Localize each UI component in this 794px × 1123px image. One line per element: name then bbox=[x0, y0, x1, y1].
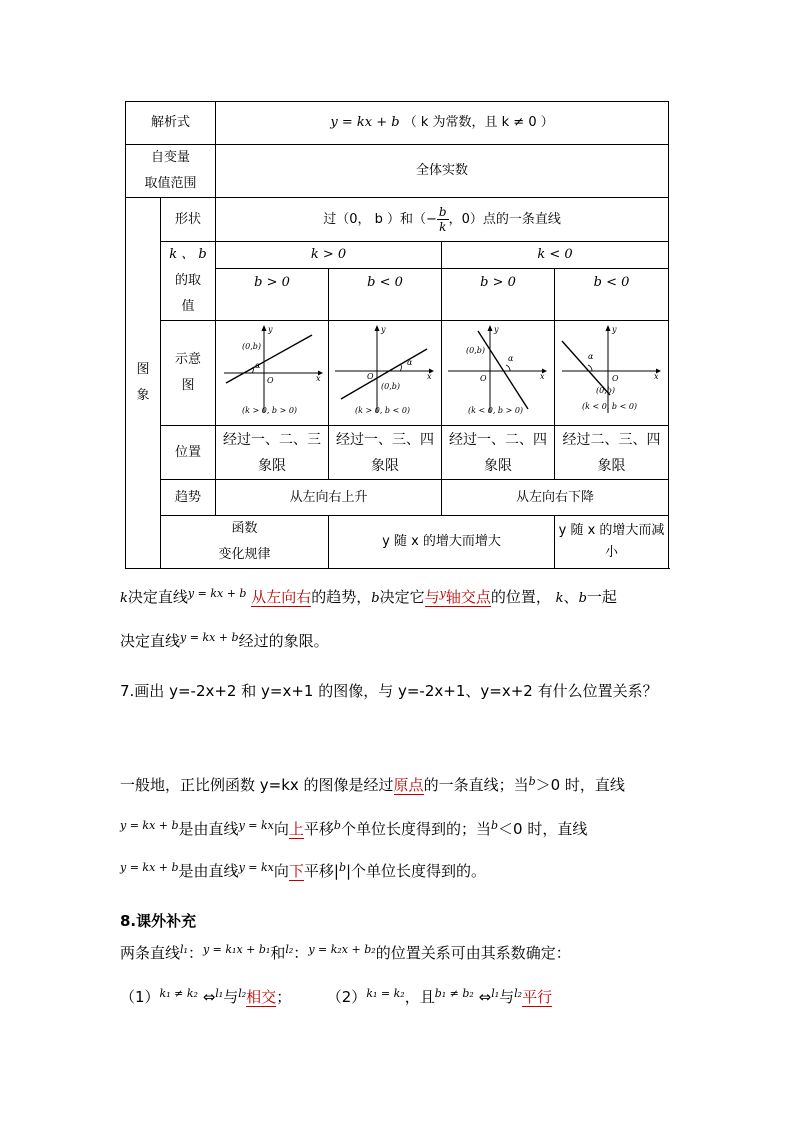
expr-label: 解析式 bbox=[126, 102, 216, 145]
position-3-line2: 象限 bbox=[484, 457, 513, 474]
change-label bbox=[161, 516, 329, 569]
change-decreasing: y 随 x 的增大而减小 bbox=[555, 516, 669, 569]
s8-text: ： bbox=[293, 944, 309, 962]
para2-text: ＜0 时，直线 bbox=[498, 820, 588, 838]
var-b: b bbox=[371, 591, 380, 606]
case-number: （1） bbox=[120, 988, 160, 1006]
domain-value: 全体实数 bbox=[216, 145, 669, 198]
trend-increasing: 从左向右上升 bbox=[216, 480, 442, 516]
section-8-line2 bbox=[120, 986, 552, 1007]
graph-cell-4 bbox=[555, 321, 669, 426]
var-k: k bbox=[555, 591, 564, 606]
var-b: b bbox=[528, 775, 536, 788]
origin-label: O bbox=[267, 376, 274, 385]
y-arrow bbox=[488, 325, 493, 331]
position-3 bbox=[442, 426, 555, 480]
blank-part-y: y bbox=[439, 587, 446, 600]
graph-label bbox=[126, 198, 161, 569]
point-label: (0,b) bbox=[242, 342, 262, 351]
blank-part: 轴交点 bbox=[445, 588, 491, 606]
graph-caption: (k < 0, b < 0) bbox=[581, 402, 637, 411]
s8-text: 和 bbox=[270, 944, 286, 962]
formula: y = kx bbox=[238, 861, 274, 874]
blank-answer: 从左向右 bbox=[251, 588, 312, 606]
position-1-line1: 经过一、二、三 bbox=[223, 431, 322, 448]
para2-line3 bbox=[120, 860, 486, 881]
angle-label: α bbox=[508, 354, 514, 363]
position-2-line2: 象限 bbox=[371, 457, 400, 474]
angle-arc bbox=[506, 365, 510, 371]
position-4-line1: 经过二、三、四 bbox=[562, 431, 661, 448]
var-l2: l₂ bbox=[285, 943, 294, 956]
var-l2: l₂ bbox=[238, 987, 247, 1000]
change-label-1: 函数 bbox=[231, 521, 258, 536]
graph-1 bbox=[218, 321, 326, 417]
graph-caption: (k > 0, b < 0) bbox=[355, 406, 411, 415]
case-number: （2） bbox=[326, 988, 367, 1006]
formula: y = k₁x + b₁ bbox=[202, 943, 271, 956]
linear-function-table bbox=[125, 101, 669, 569]
k-negative: k < 0 bbox=[442, 242, 669, 269]
graph-cell-3 bbox=[442, 321, 555, 426]
sketch-label-2: 图 bbox=[181, 378, 195, 393]
change-label-2: 变化规律 bbox=[218, 547, 271, 562]
origin-label: O bbox=[367, 372, 374, 381]
shape-value bbox=[216, 198, 669, 242]
sketch-label-1: 示意 bbox=[175, 352, 202, 367]
b-value-2: b < 0 bbox=[329, 269, 442, 321]
graph-label-2: 象 bbox=[136, 388, 150, 403]
y-arrow bbox=[262, 325, 267, 331]
blank-answer: 下 bbox=[288, 862, 304, 880]
section-8-title: 8.课外补充 bbox=[120, 912, 197, 930]
domain-label-line2: 取值范围 bbox=[144, 176, 197, 191]
b-value-4: b < 0 bbox=[555, 269, 669, 321]
formula: y = kx + b bbox=[120, 819, 179, 832]
para1-text: 的趋势， bbox=[311, 588, 372, 606]
position-4-line2: 象限 bbox=[597, 457, 626, 474]
expr-note: （ k 为常数，且 k ≠ 0 ） bbox=[403, 115, 554, 130]
frac-num: b bbox=[438, 205, 447, 219]
y-label: y bbox=[268, 325, 273, 334]
x-label: x bbox=[316, 374, 321, 383]
y-label: y bbox=[381, 325, 386, 334]
shape-post: ，0）点的一条直线 bbox=[448, 212, 561, 227]
var-l2: l₂ bbox=[514, 987, 523, 1000]
position-2-line1: 经过一、三、四 bbox=[336, 431, 435, 448]
graph-4 bbox=[558, 321, 666, 417]
para2-text: 个单位长度得到的；当 bbox=[340, 820, 491, 838]
kb-label-1: k 、 b bbox=[169, 247, 207, 262]
angle-arc bbox=[400, 365, 401, 371]
b-value-1: b > 0 bbox=[216, 269, 329, 321]
s8-text: 与 bbox=[499, 988, 515, 1006]
position-1 bbox=[216, 426, 329, 480]
var-l1: l₁ bbox=[180, 943, 188, 956]
b-value-3: b > 0 bbox=[442, 269, 555, 321]
para2-text: 平移 bbox=[303, 820, 334, 838]
point-label: (0,b) bbox=[381, 382, 401, 391]
point-label: (0,b) bbox=[595, 386, 615, 395]
para1-text: 、 bbox=[563, 588, 579, 606]
trend-decreasing: 从左向右下降 bbox=[442, 480, 669, 516]
para2-text: 一般地，正比例函数 y=kx 的图像是经过 bbox=[120, 776, 394, 794]
para1-text: 的位置， bbox=[490, 588, 551, 606]
y-label: y bbox=[611, 325, 617, 334]
blank-part: 与 bbox=[424, 588, 440, 606]
kb-label-3: 值 bbox=[181, 299, 195, 314]
para2-text: 向 bbox=[273, 820, 289, 838]
var-l1: l₁ bbox=[215, 987, 224, 1000]
blank-answer: 原点 bbox=[393, 776, 424, 794]
formula: y = kx + b bbox=[120, 861, 179, 874]
section-8-line1 bbox=[120, 942, 571, 963]
x-label: x bbox=[427, 372, 432, 381]
graph-cell-1 bbox=[216, 321, 329, 426]
blank-answer: 平行 bbox=[522, 988, 553, 1006]
para2-text: ＞0 时，直线 bbox=[535, 776, 625, 794]
para2-text: |个单位长度得到的。 bbox=[346, 862, 487, 880]
iff-symbol: ⇔ bbox=[202, 988, 216, 1006]
iff-symbol: ⇔ bbox=[478, 988, 492, 1006]
domain-label bbox=[126, 145, 216, 198]
para2-text: 向 bbox=[273, 862, 289, 880]
expr-formula: y = kx + b bbox=[330, 115, 400, 130]
x-label: x bbox=[540, 372, 545, 381]
frac-den: k bbox=[439, 220, 447, 234]
origin-label: O bbox=[611, 374, 619, 383]
position-label: 位置 bbox=[161, 426, 216, 480]
position-2 bbox=[329, 426, 442, 480]
condition: k₁ = k₂ bbox=[366, 987, 405, 1000]
s8-text: ： bbox=[187, 944, 203, 962]
formula: y = kx + b bbox=[180, 631, 239, 644]
formula: y = kx + b bbox=[187, 587, 247, 600]
y-arrow bbox=[605, 325, 610, 331]
x-label: x bbox=[653, 372, 659, 381]
shape-label: 形状 bbox=[161, 198, 216, 242]
para2-line1 bbox=[120, 774, 625, 795]
para1-line1 bbox=[120, 586, 617, 607]
shape-fraction bbox=[437, 205, 449, 234]
para2-text: 的一条直线；当 bbox=[423, 776, 529, 794]
para1-text: 决定直线 bbox=[120, 632, 181, 650]
shape-pre: 过（0， b ）和（− bbox=[323, 212, 437, 227]
position-4 bbox=[555, 426, 669, 480]
formula: y = kx bbox=[238, 819, 274, 832]
para2-text: 是由直线 bbox=[178, 820, 239, 838]
var-b: b bbox=[490, 819, 499, 832]
function-line bbox=[341, 349, 427, 399]
angle-label: α bbox=[255, 361, 261, 370]
graph-3 bbox=[444, 321, 552, 417]
angle-label: α bbox=[587, 352, 593, 361]
s8-text: 两条直线 bbox=[120, 944, 181, 962]
para2-line2 bbox=[120, 818, 587, 839]
question-7: 7.画出 y=-2x+2 和 y=x+1 的图像，与 y=-2x+1、y=x+2 有什么位置关系？ bbox=[120, 682, 658, 700]
graph-label-1: 图 bbox=[136, 362, 150, 377]
var-l1: l₁ bbox=[491, 987, 500, 1000]
para2-text: 平移| bbox=[303, 862, 339, 880]
k-positive: k > 0 bbox=[216, 242, 442, 269]
y-arrow bbox=[375, 325, 380, 331]
y-label: y bbox=[494, 325, 499, 334]
origin-label: O bbox=[480, 374, 487, 383]
trend-label: 趋势 bbox=[161, 480, 216, 516]
kb-label-2: 的取 bbox=[175, 273, 202, 288]
sketch-label bbox=[161, 321, 216, 426]
graph-2 bbox=[331, 321, 439, 417]
graph-caption: (k < 0, b > 0) bbox=[468, 406, 524, 415]
graph-cell-2 bbox=[329, 321, 442, 426]
change-increasing: y 随 x 的增大而增大 bbox=[329, 516, 555, 569]
s8-text: 与 bbox=[223, 988, 239, 1006]
kb-label bbox=[161, 242, 216, 321]
var-b: b bbox=[338, 861, 346, 874]
s8-text: ； bbox=[276, 988, 292, 1006]
domain-label-line1: 自变量 bbox=[151, 150, 191, 165]
condition: b₁ ≠ b₂ bbox=[434, 987, 474, 1000]
para1-text: 决定直线 bbox=[127, 588, 188, 606]
angle-label: α bbox=[407, 358, 413, 367]
var-b: b bbox=[578, 591, 587, 606]
para1-text: 经过的象限。 bbox=[238, 632, 329, 650]
para2-text: 是由直线 bbox=[178, 862, 239, 880]
blank-answer bbox=[425, 588, 491, 607]
blank-answer: 相交 bbox=[246, 988, 277, 1006]
expr-value bbox=[216, 102, 669, 145]
var-k: k bbox=[120, 591, 128, 606]
s8-text: 的位置关系可由其系数确定： bbox=[375, 944, 571, 962]
para1-line2 bbox=[120, 630, 329, 651]
blank-answer: 上 bbox=[288, 820, 304, 838]
formula: y = k₂x + b₂ bbox=[308, 943, 376, 956]
graph-caption: (k > 0, b > 0) bbox=[242, 406, 298, 415]
point-label: (0,b) bbox=[466, 346, 486, 355]
var-b: b bbox=[333, 819, 341, 832]
condition: k₁ ≠ k₂ bbox=[159, 987, 198, 1000]
para1-text: 一起 bbox=[586, 588, 617, 606]
para1-text: 决定它 bbox=[379, 588, 425, 606]
function-line bbox=[478, 331, 528, 409]
position-3-line1: 经过一、二、四 bbox=[449, 431, 548, 448]
s8-text: ，且 bbox=[404, 988, 435, 1006]
position-1-line2: 象限 bbox=[258, 457, 287, 474]
